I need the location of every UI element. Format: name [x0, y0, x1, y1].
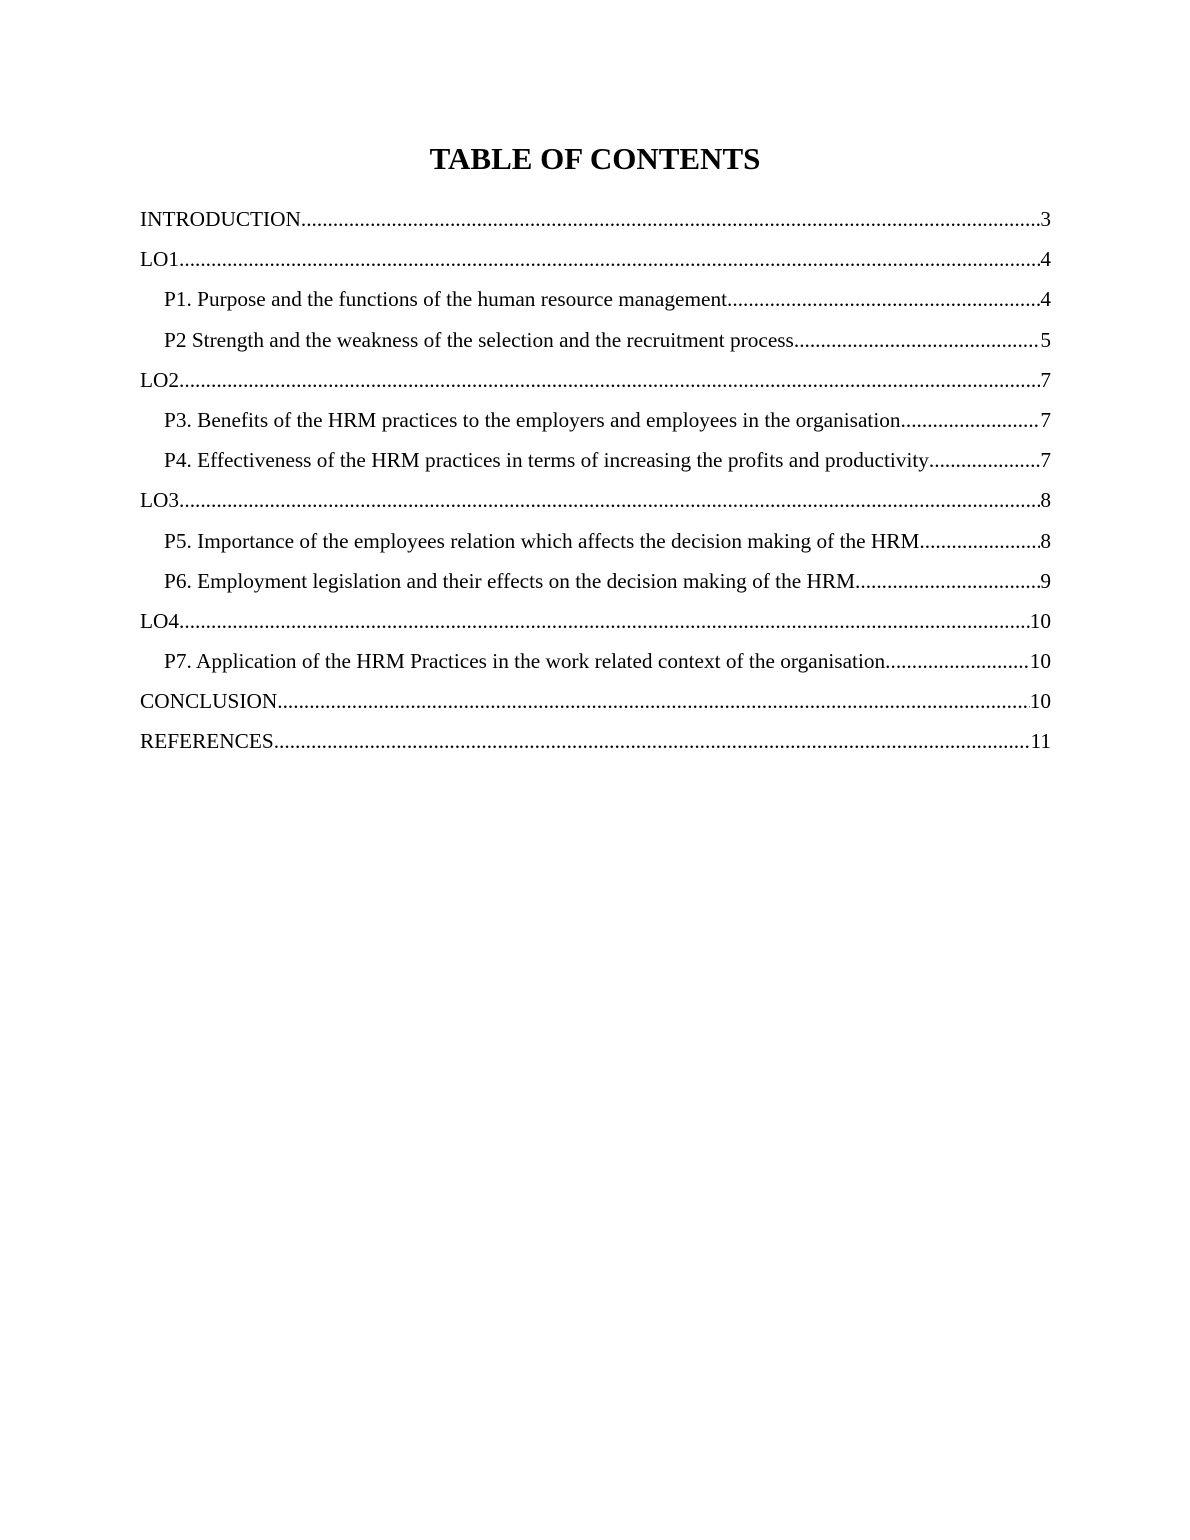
toc-page-number: 3 — [1040, 207, 1051, 231]
toc-entry-lo3[interactable] — [140, 480, 1051, 520]
toc-entry-references[interactable] — [140, 721, 1051, 761]
toc-entry-text: LO4 — [140, 608, 180, 633]
toc-dot-leader — [925, 521, 1041, 561]
toc-entry-p1[interactable] — [140, 279, 1051, 319]
toc-dot-leader — [906, 400, 1040, 440]
toc-dot-leader — [179, 360, 1040, 400]
toc-entry-text: P7. Application of the HRM Practices in the work related context of the organisation. — [164, 649, 891, 674]
toc-entry-lo2[interactable] — [140, 360, 1051, 400]
toc-entry-text: LO1 — [140, 247, 180, 272]
toc-entry-text: REFERENCES — [140, 729, 274, 754]
toc-dot-leader — [179, 601, 1030, 641]
toc-dot-leader — [929, 440, 1040, 480]
toc-page-number: 4 — [1040, 247, 1051, 272]
toc-entry-p4[interactable] — [140, 440, 1051, 480]
toc-page-number: 4 — [1040, 287, 1051, 312]
toc-entry-p2[interactable] — [140, 320, 1051, 360]
toc-entry-text: INTRODUCTION — [140, 207, 301, 231]
toc-entry-p6[interactable] — [140, 561, 1051, 601]
toc-page-number: 8 — [1040, 528, 1051, 553]
toc-dot-leader — [301, 199, 1040, 239]
toc-page-number: 10 — [1029, 649, 1051, 674]
toc-entry-p3[interactable] — [140, 400, 1051, 440]
toc-page-number: 7 — [1040, 448, 1051, 473]
toc-page-number: 8 — [1040, 488, 1051, 513]
toc-page-number: 5 — [1040, 327, 1051, 352]
toc-dot-leader — [179, 480, 1040, 520]
toc-dot-leader — [891, 641, 1030, 681]
toc-entry-p5[interactable] — [140, 521, 1051, 561]
toc-entry-text: P6. Employment legislation and their effects on the decision making of the HRM. — [164, 568, 861, 593]
toc-page-number: 7 — [1040, 407, 1051, 432]
toc-entry-text: P3. Benefits of the HRM practices to the employers and employees in the organisation. — [164, 407, 906, 432]
toc-dot-leader — [179, 239, 1040, 279]
toc-entry-p7[interactable] — [140, 641, 1051, 681]
toc-dot-leader — [799, 320, 1040, 360]
toc-dot-leader — [277, 681, 1029, 721]
toc-entry-text: P2 Strength and the weakness of the selection and the recruitment process. — [164, 327, 800, 352]
toc-entry-text: P4. Effectiveness of the HRM practices in terms of increasing the profits and productivity — [164, 448, 929, 473]
toc-page-number: 10 — [1029, 689, 1051, 714]
toc-entry-introduction[interactable] — [140, 199, 1051, 239]
toc-title: TABLE OF CONTENTS — [429, 141, 761, 176]
toc-dot-leader — [732, 279, 1040, 319]
toc-entry-text: LO3 — [140, 488, 180, 513]
toc-dot-leader — [274, 721, 1031, 761]
toc-page-number: 7 — [1040, 367, 1051, 392]
toc-page-number: 11 — [1030, 729, 1051, 754]
toc-entry-text: P1. Purpose and the functions of the human resource management. — [164, 287, 733, 312]
toc-list — [140, 199, 1051, 762]
toc-entry-conclusion[interactable] — [140, 681, 1051, 721]
toc-entry-lo4[interactable] — [140, 601, 1051, 641]
toc-entry-lo1[interactable] — [140, 239, 1051, 279]
toc-page-number: 10 — [1029, 608, 1051, 633]
toc-page-number: 9 — [1040, 568, 1051, 593]
toc-dot-leader — [860, 561, 1040, 601]
toc-entry-text: P5. Importance of the employees relation which affects the decision making of the HRM. — [164, 528, 925, 553]
toc-entry-text: LO2 — [140, 367, 180, 392]
toc-entry-text: CONCLUSION — [140, 689, 278, 714]
